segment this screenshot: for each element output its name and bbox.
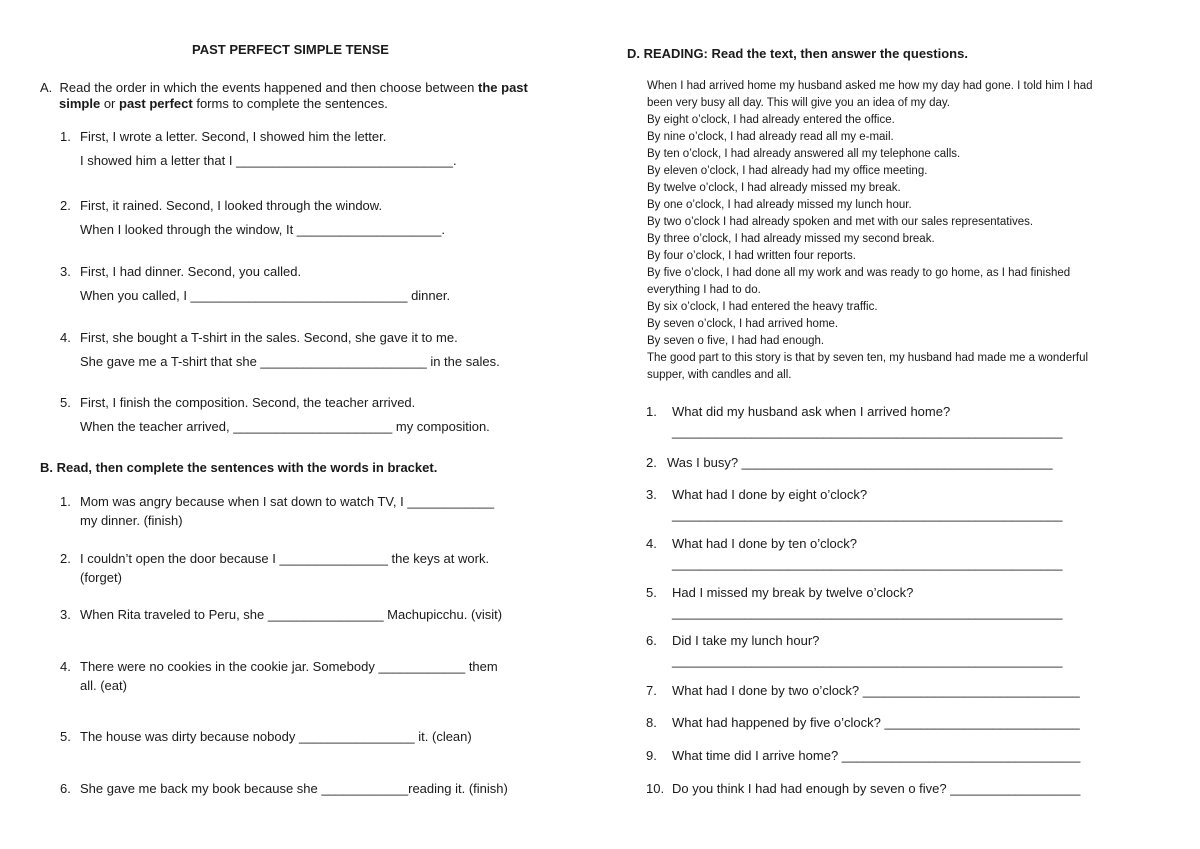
question-text[interactable]: What had I done by two o’clock? ______________________________ (672, 683, 1080, 698)
item-prompt-cont: my dinner. (finish) (80, 513, 183, 528)
reading-line: When I had arrived home my husband asked me how my day had gone. I told him I had (647, 80, 1093, 92)
question-text[interactable]: Do you think I had had enough by seven o five? __________________ (672, 781, 1081, 796)
question-5 (646, 585, 1062, 621)
item-number: 3. (60, 607, 71, 622)
page-title: PAST PERFECT SIMPLE TENSE (192, 42, 389, 57)
reading-line: The good part to this story is that by seven ten, my husband had made me a wonderful (647, 352, 1089, 364)
question-7 (646, 683, 1080, 699)
question-number: 3. (646, 487, 657, 502)
question-number: 5. (646, 585, 657, 600)
question-number: 6. (646, 633, 657, 648)
item-prompt: First, she bought a T-shirt in the sales. Second, she gave it to me. (80, 330, 458, 345)
section-a-bold-simple: simple (59, 96, 101, 111)
reading-line: By twelve o’clock, I had already missed my break. (647, 182, 901, 194)
item-answer-line[interactable]: She gave me a T-shirt that she _______________________ in the sales. (80, 354, 500, 369)
exercise-a-item-1 (60, 129, 457, 169)
reading-line: By seven o’clock, I had arrived home. (647, 318, 839, 330)
item-number: 5. (60, 729, 71, 744)
question-text: Did I take my lunch hour? (672, 633, 820, 648)
section-d-heading: D. READING: Read the text, then answer the questions. (627, 46, 968, 61)
item-number: 3. (60, 264, 71, 279)
reading-line: By one o’clock, I had already missed my lunch hour. (647, 199, 912, 211)
reading-line: everything I had to do. (647, 284, 761, 296)
question-number: 4. (646, 536, 657, 551)
question-2 (646, 455, 1053, 471)
section-a-letter: A. (40, 80, 53, 95)
question-9 (646, 748, 1080, 764)
reading-line: By eleven o’clock, I had already had my office meeting. (647, 165, 928, 177)
item-number: 4. (60, 330, 71, 345)
item-number: 2. (60, 551, 71, 566)
item-answer-line[interactable]: When you called, I ______________________________ dinner. (80, 288, 451, 303)
item-prompt-cont: (forget) (80, 570, 122, 585)
section-a-bold-past: the past (478, 80, 528, 95)
question-number: 10. (646, 781, 665, 796)
exercise-a-item-3 (60, 264, 450, 304)
answer-line[interactable]: ______________________________________________________ (672, 424, 1063, 439)
reading-text (647, 78, 1093, 384)
exercise-b-item-2 (60, 551, 489, 586)
exercise-b-item-3 (60, 607, 502, 623)
item-prompt-cont: all. (eat) (80, 678, 127, 693)
question-number: 8. (646, 715, 657, 730)
item-prompt: First, I had dinner. Second, you called. (80, 264, 302, 279)
item-answer-line[interactable]: I showed him a letter that I ______________________________. (80, 153, 457, 168)
question-text[interactable]: What time did I arrive home? _________________________________ (672, 748, 1081, 763)
question-text: What did my husband ask when I arrived home? (672, 404, 951, 419)
item-number: 4. (60, 659, 71, 674)
question-number: 9. (646, 748, 657, 763)
item-prompt: First, I finish the composition. Second, the teacher arrived. (80, 395, 416, 410)
item-prompt: Mom was angry because when I sat down to watch TV, I ____________ (80, 494, 495, 509)
reading-line: supper, with candles and all. (647, 369, 792, 381)
item-answer-line[interactable]: When the teacher arrived, ______________________ my composition. (80, 419, 490, 434)
reading-line: By nine o’clock, I had already read all my e-mail. (647, 131, 894, 143)
answer-line[interactable]: ______________________________________________________ (672, 605, 1063, 620)
reading-line: By five o’clock, I had done all my work and was ready to go home, as I had finished (647, 267, 1071, 279)
reading-line: By two o’clock I had already spoken and met with our sales representatives. (647, 216, 1034, 228)
question-text[interactable]: Was I busy? ___________________________________________ (667, 455, 1053, 470)
answer-line[interactable]: ______________________________________________________ (672, 507, 1063, 522)
section-b-heading: B. Read, then complete the sentences with the words in bracket. (40, 460, 438, 475)
section-a-instr-text: Read the order in which the events happened and then choose between (59, 80, 475, 95)
item-prompt: There were no cookies in the cookie jar. Somebody ____________ them (80, 659, 498, 674)
question-text: Had I missed my break by twelve o’clock? (672, 585, 914, 600)
item-prompt: I couldn’t open the door because I _______________ the keys at work. (80, 551, 490, 566)
item-number: 6. (60, 781, 71, 796)
reading-line: By three o’clock, I had already missed my second break. (647, 233, 935, 245)
item-number: 2. (60, 198, 71, 213)
item-prompt: The house was dirty because nobody ________________ it. (clean) (80, 729, 472, 744)
answer-line[interactable]: ______________________________________________________ (672, 556, 1063, 571)
reading-line: By eight o’clock, I had already entered the office. (647, 114, 895, 126)
reading-line: By four o’clock, I had written four reports. (647, 250, 857, 262)
item-prompt: First, it rained. Second, I looked through the window. (80, 198, 383, 213)
question-4 (646, 536, 1062, 572)
question-text[interactable]: What had happened by five o’clock? ___________________________ (672, 715, 1080, 730)
question-number: 1. (646, 404, 657, 419)
question-3 (646, 487, 1062, 523)
answer-line[interactable]: ______________________________________________________ (672, 653, 1063, 668)
reading-line: By seven o five, I had had enough. (647, 335, 825, 347)
section-a-instructions (40, 80, 528, 112)
item-number: 5. (60, 395, 71, 410)
exercise-b-item-1 (60, 494, 494, 529)
question-6 (646, 633, 1062, 669)
question-text: What had I done by ten o’clock? (672, 536, 858, 551)
exercise-a-item-4 (60, 330, 500, 370)
question-number: 2. (646, 455, 657, 470)
item-prompt: She gave me back my book because she ____________reading it. (finish) (80, 781, 508, 796)
item-prompt: First, I wrote a letter. Second, I showed him the letter. (80, 129, 387, 144)
exercise-a-item-5 (60, 395, 490, 435)
reading-line: By ten o’clock, I had already answered all my telephone calls. (647, 148, 961, 160)
reading-line: been very busy all day. This will give you an idea of my day. (647, 97, 950, 109)
section-a-bold-past-perfect: past perfect (119, 96, 193, 111)
exercise-b-item-4 (60, 659, 498, 694)
question-text: What had I done by eight o’clock? (672, 487, 868, 502)
question-8 (646, 715, 1080, 731)
item-prompt: When Rita traveled to Peru, she ________________ Machupicchu. (visit) (80, 607, 503, 622)
question-10 (646, 781, 1080, 797)
item-number: 1. (60, 494, 71, 509)
item-answer-line[interactable]: When I looked through the window, It ____________________. (80, 222, 446, 237)
reading-line: By six o’clock, I had entered the heavy traffic. (647, 301, 878, 313)
exercise-b-item-6 (60, 781, 508, 797)
section-a-instr-text-2: forms to complete the sentences. (196, 96, 388, 111)
item-number: 1. (60, 129, 71, 144)
exercise-b-item-5 (60, 729, 472, 745)
question-1 (646, 404, 1062, 440)
section-a-or: or (103, 96, 116, 111)
exercise-a-item-2 (60, 198, 445, 238)
question-number: 7. (646, 683, 657, 698)
